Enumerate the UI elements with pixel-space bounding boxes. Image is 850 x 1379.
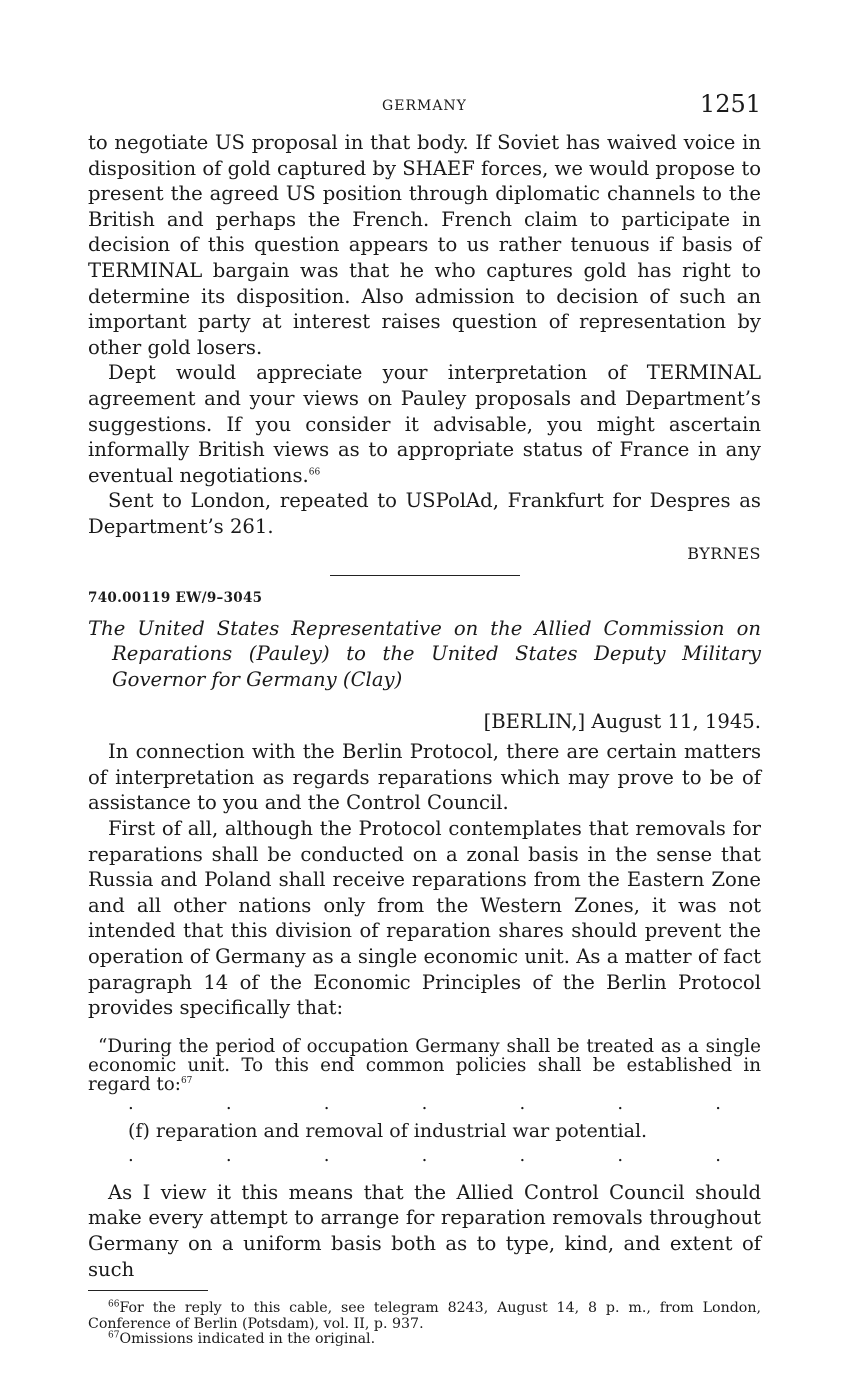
body-paragraph-3: As I view it this means that the Allied Control Council should make every attempt to arrange for reparation removals throughout Germany on a uniform basis both as to type, kind, and extent of such [88,1180,761,1281]
continuation-paragraph-3: Sent to London, repeated to USPolAd, Frankfurt for Despres as Department’s 261. [88,489,761,538]
footnote-ref-66: 66 [308,467,321,478]
quote-item-f: (f) reparation and removal of industrial war potential. [128,1119,648,1142]
footnote-marker: 66 [108,1299,120,1310]
continuation-paragraph-2-text: Dept would appreciate your interpretation of TERMINAL agreement and your views on Pauley proposals and Department’s suggestions. If you consider it advisable, you might ascertain informally British views as to appropriate status of France in any eventual negotiations. [88,361,761,487]
running-head: GERMANY [382,98,467,114]
page-number: 1251 [699,90,761,118]
quote-text-content: “During the period of occupation Germany shall be treated as a single economic unit. To this end common policies shall be established in regard to: [88,1035,761,1095]
block-quote [88,1037,761,1166]
continuation-paragraph-2 [88,360,761,488]
body-paragraph-2: First of all, although the Protocol contemplates that removals for reparations shall be conducted on a zonal basis in the sense that Russia and Poland shall receive reparations from the Eastern Zone and all other nations only from the Western Zones, it was not intended that this division of reparation shares should prevent the operation of Germany as a single economic unit. As a matter of fact paragraph 14 of the Economic Principles of the Berlin Protocol provides specifically that: [88,817,761,1020]
ellipsis-row-2: . . . . . . . [128,1144,721,1166]
footnote-divider [88,1290,208,1291]
footnotes [88,1301,761,1348]
page-header [88,90,761,130]
footnote-66 [88,1301,761,1332]
document-title: The United States Representative on the Allied Commission on Reparations (Pauley) to the United States Deputy Military Governor for Germany (Clay) [88,616,761,691]
footnote-67 [88,1332,761,1348]
quote-text [88,1037,761,1094]
continuation-paragraph-1: to negotiate US proposal in that body. If Soviet has waived voice in disposition of gold captured by SHAEF forces, we would propose to present the agreed US position through diplomatic channels to the British and perhaps the French. French claim to participate in decision of this question appears to us rather tenuous if basis of TERMINAL bargain was that he who captures gold has right to determine its disposition. Also admission to decision of such an important party at interest raises question of representation by other gold losers. [88,131,761,359]
footnote-text: Omissions indicated in the original. [119,1331,376,1348]
body-paragraph-1: In connection with the Berlin Protocol, there are certain matters of interpretation as regards reparations which may prove to be of assistance to you and the Control Council. [88,740,761,815]
footnote-marker: 67 [108,1330,120,1341]
section-divider [330,575,520,576]
file-number: 740.00119 EW/9–3045 [88,589,263,606]
footnote-text: For the reply to this cable, see telegram 8243, August 14, 8 p. m., from London, Conference of Berlin (Potsdam), vol. II, p. 937. [88,1300,761,1332]
document-page [88,90,761,1348]
signature: BYRNES [687,543,761,563]
ellipsis-row-1: . . . . . . . [128,1092,721,1114]
footnote-ref-67: 67 [180,1075,193,1086]
dateline: [BERLIN,] August 11, 1945. [483,710,761,734]
